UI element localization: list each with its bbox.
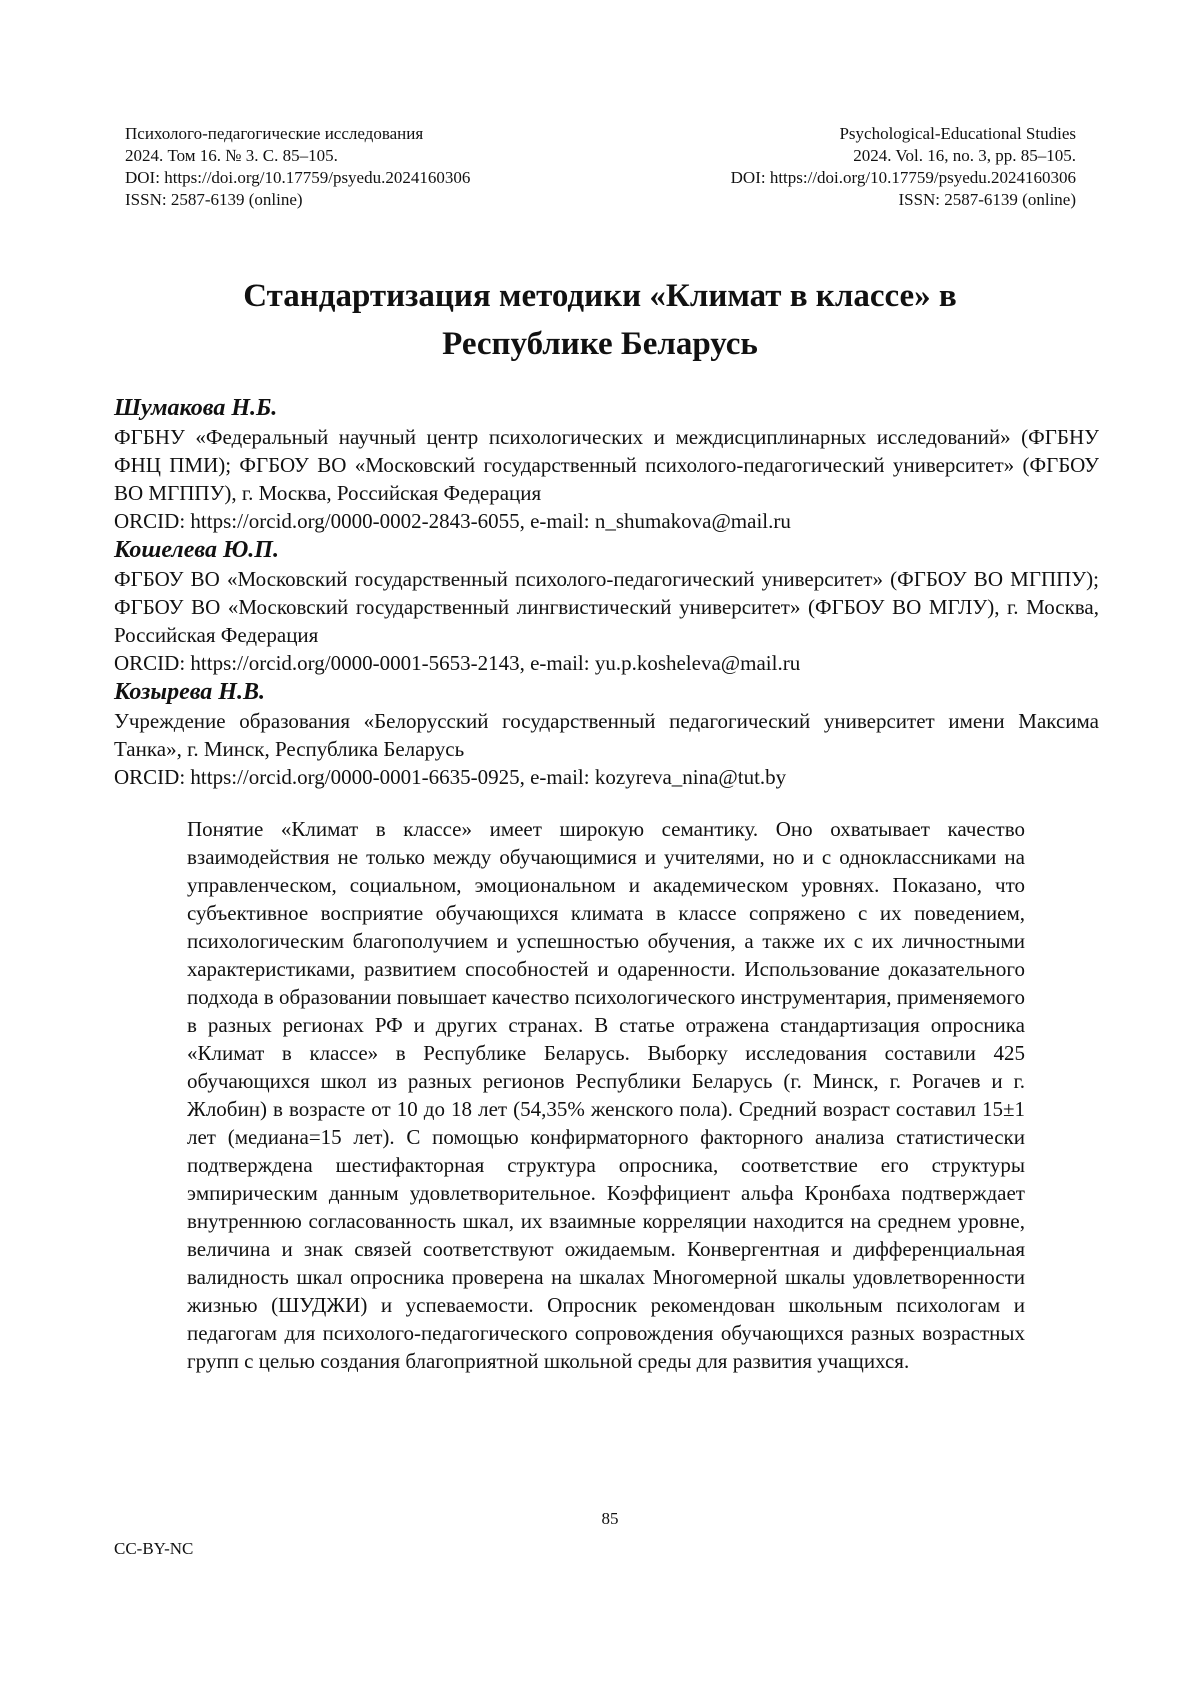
doi-en: DOI: https://doi.org/10.17759/psyedu.2024160306 bbox=[730, 168, 1076, 187]
author-name: Козырева Н.В. bbox=[114, 679, 265, 705]
author-name: Кошелева Ю.П. bbox=[114, 537, 279, 563]
author-orcid: ORCID: https://orcid.org/0000-0002-2843-6055, e-mail: n_shumakova@mail.ru bbox=[114, 509, 791, 533]
journal-name-ru: Психолого-педагогические исследования bbox=[125, 124, 424, 143]
author-affiliation: ФГБНУ «Федеральный научный центр психологических и междисциплинарных исследований» (ФГБНУ ФНЦ ПМИ); ФГБОУ ВО «Московский государственный психолого-педагогический университет» (ФГБОУ ВО МГППУ), г. Москва, Российская Федерация bbox=[114, 425, 1099, 505]
author-name: Шумакова Н.Б. bbox=[114, 395, 278, 421]
author-orcid: ORCID: https://orcid.org/0000-0001-6635-0925, e-mail: kozyreva_nina@tut.by bbox=[114, 765, 787, 789]
journal-name-en: Psychological-Educational Studies bbox=[839, 124, 1076, 143]
license-label: CC-BY-NC bbox=[114, 1539, 194, 1558]
page-number: 85 bbox=[601, 1509, 619, 1528]
issn-en: ISSN: 2587-6139 (online) bbox=[898, 190, 1076, 209]
article-title bbox=[100, 272, 1100, 368]
author-affiliation: Учреждение образования «Белорусский государственный педагогический университет имени Максима Танка», г. Минск, Республика Беларусь bbox=[114, 709, 1099, 761]
issue-info-ru: 2024. Том 16. № 3. С. 85–105. bbox=[125, 146, 338, 165]
author-block bbox=[114, 677, 1099, 791]
author-block bbox=[114, 393, 1099, 535]
issn-ru: ISSN: 2587-6139 (online) bbox=[125, 190, 303, 209]
issue-info-en: 2024. Vol. 16, no. 3, pp. 85–105. bbox=[853, 146, 1076, 165]
journal-header-en bbox=[731, 123, 1076, 211]
author-list bbox=[114, 393, 1099, 791]
journal-header-ru bbox=[125, 123, 470, 211]
author-affiliation: ФГБОУ ВО «Московский государственный психолого-педагогический университет» (ФГБОУ ВО МГППУ); ФГБОУ ВО «Московский государственный лингвистический университет» (ФГБОУ ВО МГЛУ), г. Москва, Российская Федерация bbox=[114, 567, 1099, 647]
author-orcid: ORCID: https://orcid.org/0000-0001-5653-2143, e-mail: yu.p.kosheleva@mail.ru bbox=[114, 651, 801, 675]
author-block bbox=[114, 535, 1099, 677]
title-line-2: Республике Беларусь bbox=[442, 326, 758, 362]
doi-ru: DOI: https://doi.org/10.17759/psyedu.2024160306 bbox=[125, 168, 471, 187]
title-line-1: Стандартизация методики «Климат в классе» в bbox=[243, 278, 957, 314]
abstract-text: Понятие «Климат в классе» имеет широкую семантику. Оно охватывает качество взаимодействия не только между обучающимися и учителями, но и с одноклассниками на управленческом, социальном, эмоциональном и академическом уровнях. Показано, что субъективное восприятие обучающихся климата в классе сопряжено с их поведением, психологическим благополучием и успешностью обучения, а также их с их личностными характеристиками, развитием способностей и одаренности. Использование доказательного подхода в образовании повышает качество психологического инструментария, применяемого в разных регионах РФ и других странах. В статье отражена стандартизация опросника «Климат в классе» в Республике Беларусь. Выборку исследования составили 425 обучающихся школ из разных регионов Республики Беларусь (г. Минск, г. Рогачев и г. Жлобин) в возрасте от 10 до 18 лет (54,35% женского пола). Средний возраст составил 15±1 лет (медиана=15 лет). С помощью конфирматорного факторного анализа статистически подтверждена шестифакторная структура опросника, соответствие его структуры эмпирическим данным удовлетворительное. Коэффициент альфа Кронбаха подтверждает внутреннюю согласованность шкал, их взаимные корреляции находится на среднем уровне, величина и знак связей соответствуют ожидаемым. Конвергентная и дифференциальная валидность шкал опросника проверена на шкалах Многомерной шкалы удовлетворенности жизнью (ШУДЖИ) и успеваемости. Опросник рекомендован школьным психологам и педагогам для психолого-педагогического сопровождения обучающихся разных возрастных групп с целью создания благоприятной школьной среды для развития учащихся. bbox=[187, 817, 1025, 1373]
